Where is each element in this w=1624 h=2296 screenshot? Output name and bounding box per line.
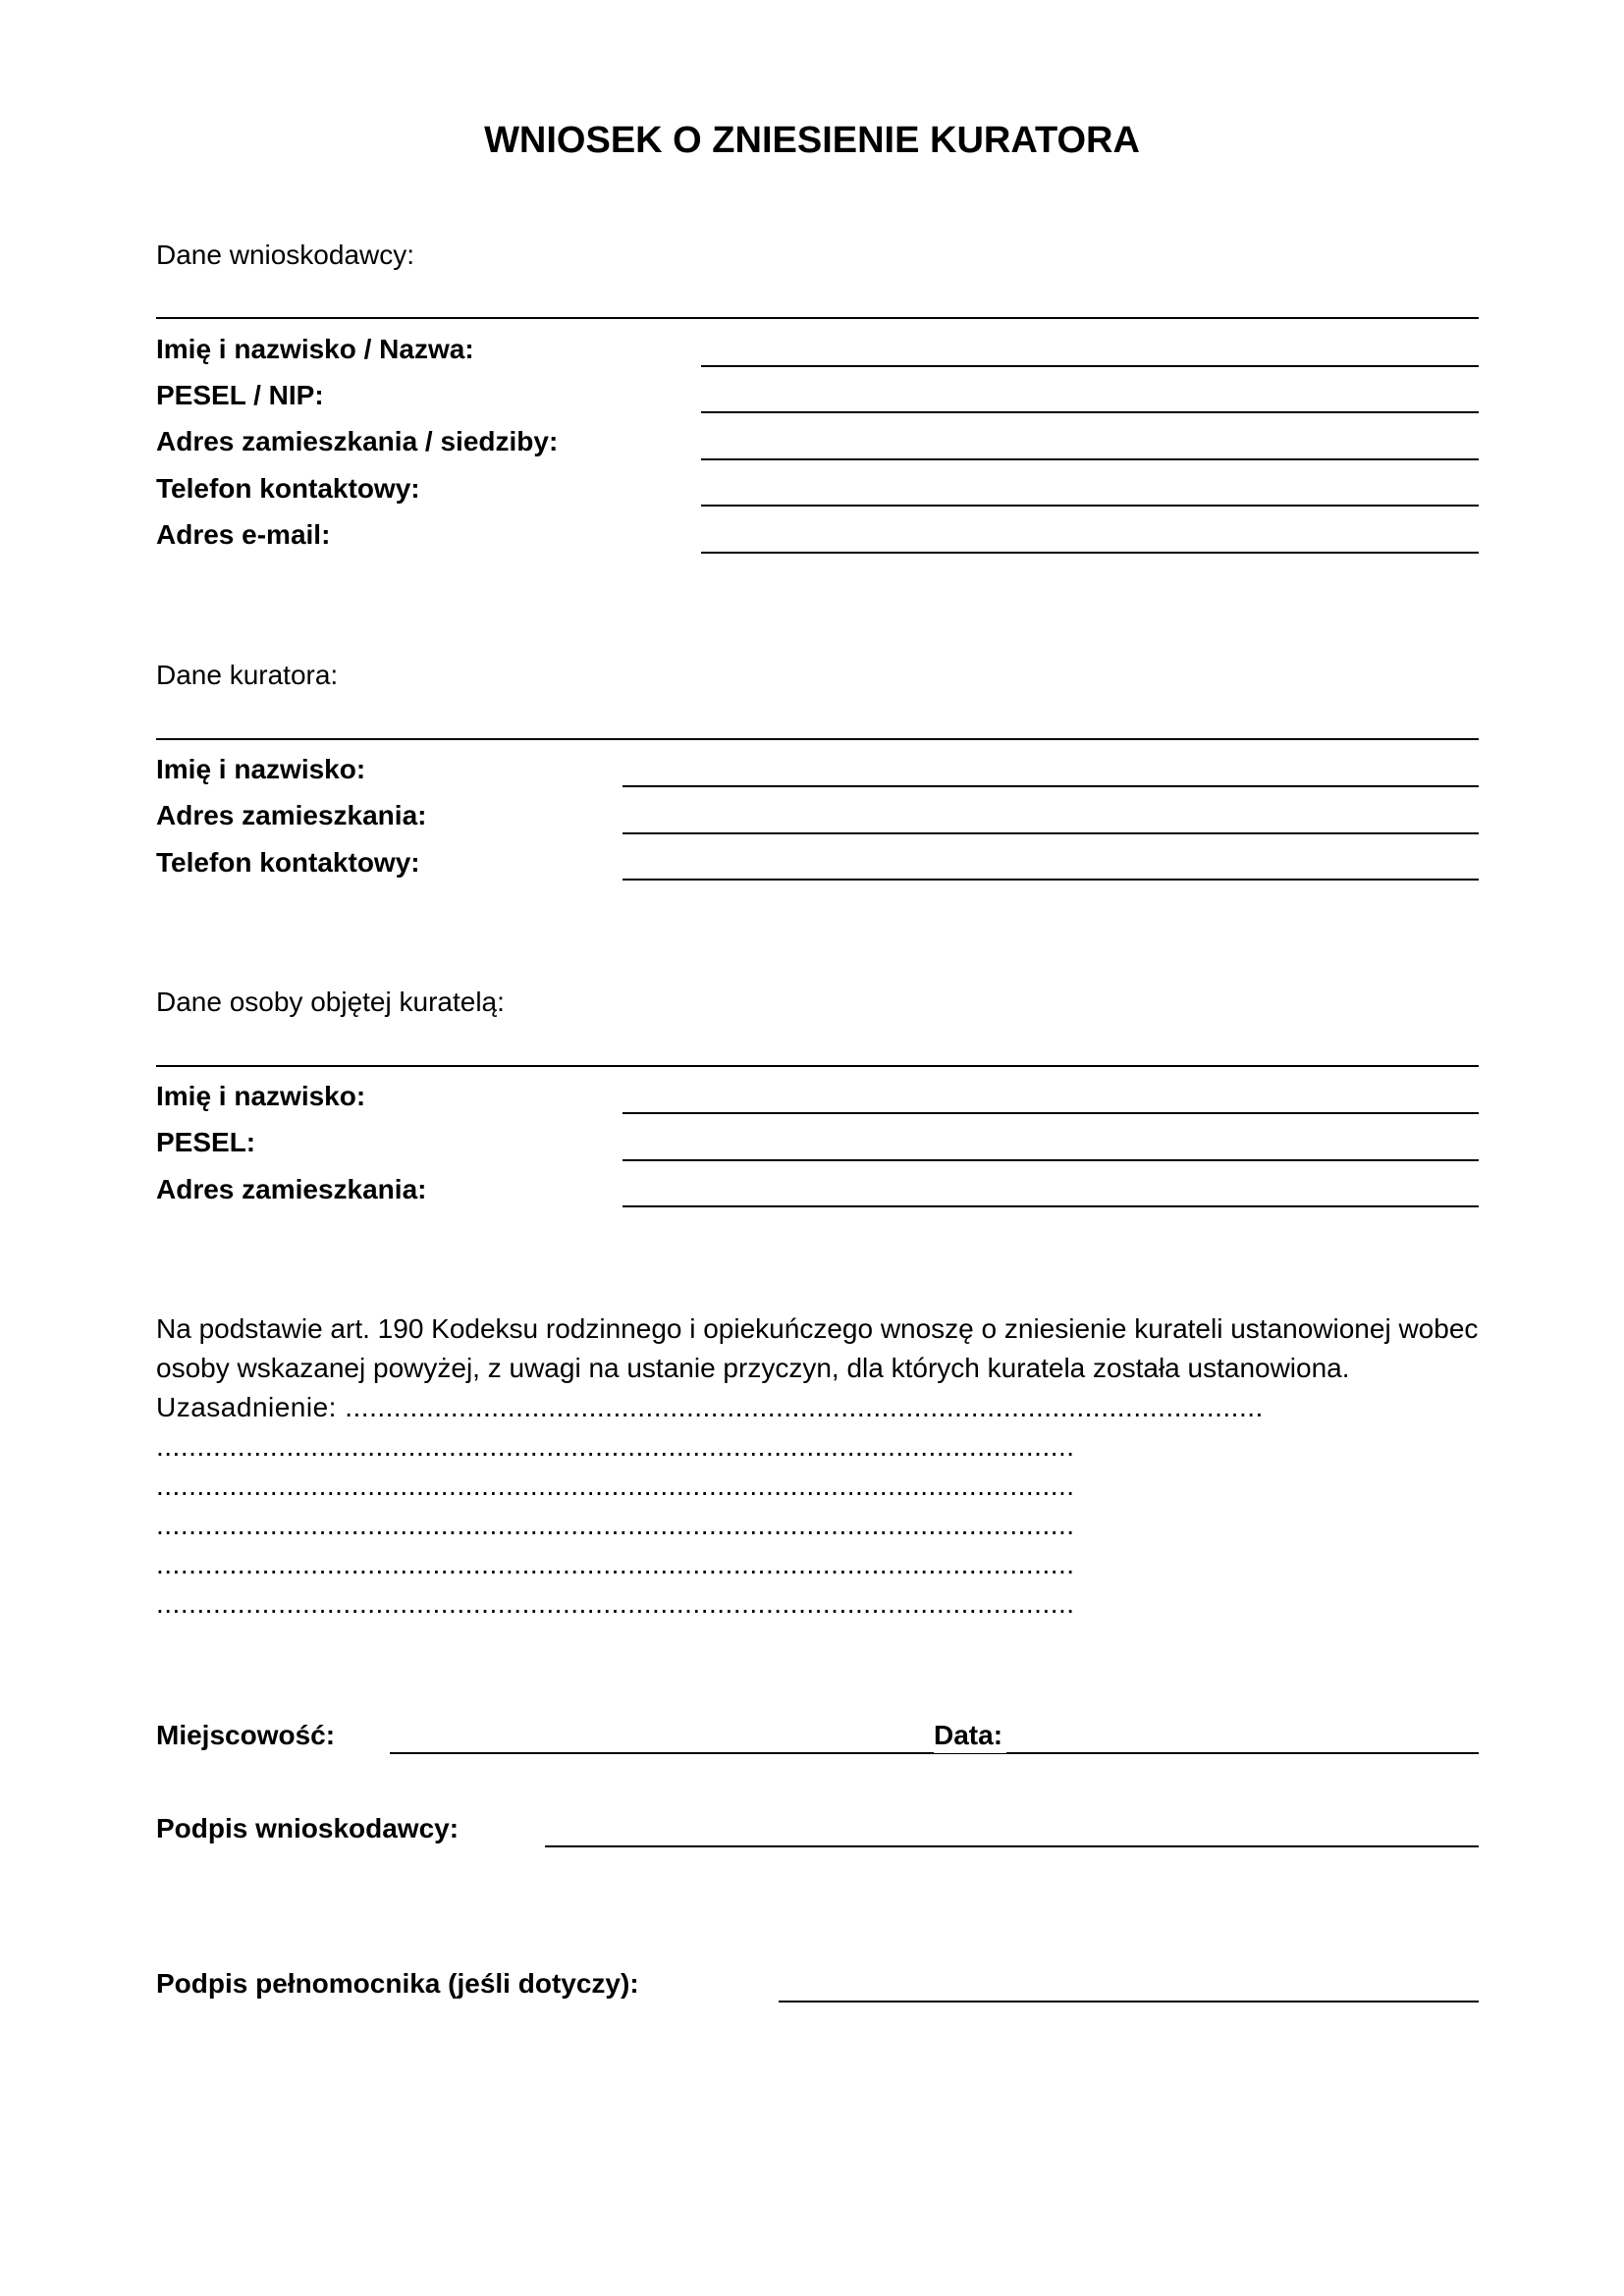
ward-pesel-label: PESEL: <box>156 1127 256 1157</box>
justification-dotted-line[interactable]: ................................................................................................................. <box>156 1588 1075 1619</box>
applicant-name-field[interactable] <box>701 365 1479 367</box>
justification-dotted-line[interactable]: ................................................................................................................. <box>156 1510 1075 1540</box>
justification-line[interactable]: Uzasadnienie: ................................................................................................................. <box>156 1392 1264 1422</box>
applicant-pesel-nip-field[interactable] <box>701 411 1479 413</box>
applicant-section-rule <box>156 317 1479 319</box>
curator-address-field[interactable] <box>623 832 1479 834</box>
applicant-phone-label: Telefon kontaktowy: <box>156 473 420 504</box>
curator-name-field[interactable] <box>623 785 1479 787</box>
ward-name-label: Imię i nazwisko: <box>156 1081 366 1111</box>
curator-section-heading: Dane kuratora: <box>156 660 339 690</box>
proxy-signature-label: Podpis pełnomocnika (jeśli dotyczy): <box>156 1968 639 1999</box>
request-text-line-1: Na podstawie art. 190 Kodeksu rodzinnego i opiekuńczego wnoszę o zniesienie kurateli ustanowionej wobec <box>156 1313 1479 1344</box>
ward-address-label: Adres zamieszkania: <box>156 1174 427 1204</box>
proxy-signature-field[interactable] <box>779 2001 1479 2002</box>
request-text-line-2: osoby wskazanej powyżej, z uwagi na ustanie przyczyn, dla których kuratela została ustanowiona. <box>156 1353 1350 1383</box>
place-label: Miejscowość: <box>156 1720 336 1750</box>
applicant-signature-label: Podpis wnioskodawcy: <box>156 1813 460 1843</box>
document-title: WNIOSEK O ZNIESIENIE KURATORA <box>484 120 1140 161</box>
curator-phone-label: Telefon kontaktowy: <box>156 847 420 878</box>
ward-address-field[interactable] <box>623 1205 1479 1207</box>
justification-dotted-line[interactable]: ................................................................................................................. <box>156 1549 1075 1579</box>
applicant-address-label: Adres zamieszkania / siedziby: <box>156 426 559 456</box>
curator-address-label: Adres zamieszkania: <box>156 800 427 830</box>
applicant-email-label: Adres e-mail: <box>156 519 331 550</box>
applicant-section-heading: Dane wnioskodawcy: <box>156 240 415 270</box>
ward-pesel-field[interactable] <box>623 1159 1479 1161</box>
curator-phone-field[interactable] <box>623 879 1479 881</box>
applicant-email-field[interactable] <box>701 552 1479 554</box>
applicant-name-label: Imię i nazwisko / Nazwa: <box>156 334 474 364</box>
applicant-signature-field[interactable] <box>545 1845 1479 1847</box>
applicant-address-field[interactable] <box>701 458 1479 460</box>
applicant-pesel-nip-label: PESEL / NIP: <box>156 380 324 410</box>
curator-section-rule <box>156 738 1479 740</box>
ward-section-heading: Dane osoby objętej kuratelą: <box>156 987 505 1017</box>
ward-section-rule <box>156 1065 1479 1067</box>
justification-dotted-line[interactable]: ................................................................................................................. <box>156 1470 1075 1501</box>
curator-name-label: Imię i nazwisko: <box>156 754 366 784</box>
justification-dotted-line[interactable]: ................................................................................................................. <box>156 1431 1075 1462</box>
ward-name-field[interactable] <box>623 1112 1479 1114</box>
applicant-phone-field[interactable] <box>701 505 1479 507</box>
date-label: Data: <box>934 1718 1006 1753</box>
